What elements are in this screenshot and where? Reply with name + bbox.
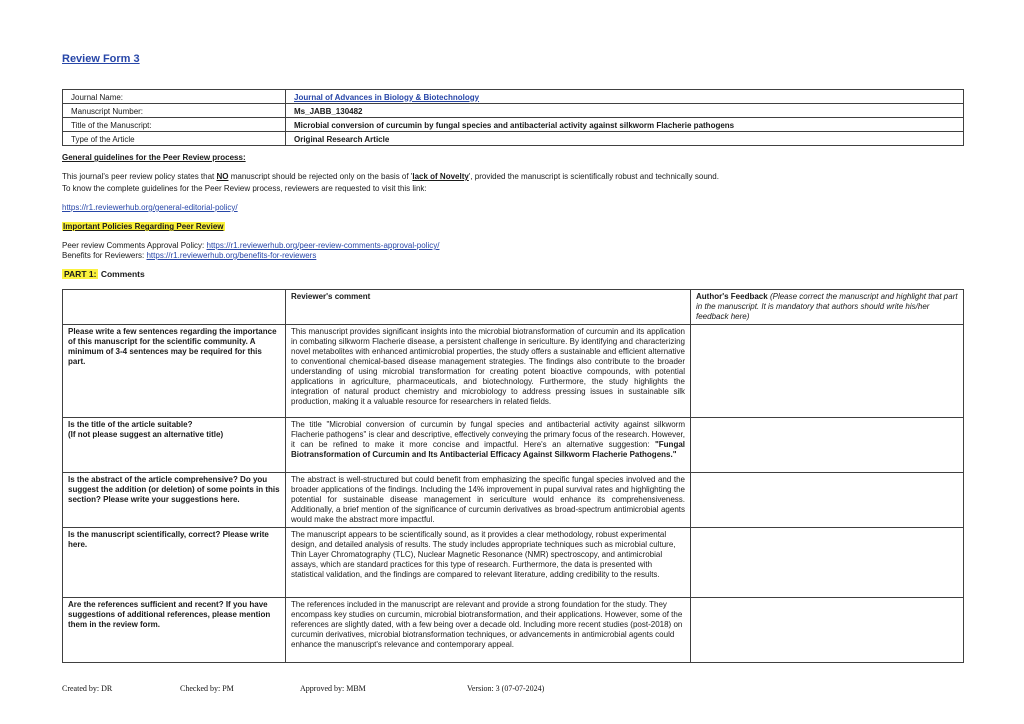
author-feedback-header: Author's Feedback (Please correct the manuscript and highlight that part in the manuscript. It is mandatory that authors should write his/her feedback here) [691,290,964,325]
table-row [63,325,964,418]
general-editorial-policy-link[interactable]: https://r1.reviewerhub.org/general-editorial-policy/ [62,203,238,212]
table-row [63,473,964,528]
part1-title: Comments [100,269,145,279]
author-feedback-cell [691,473,964,528]
policy-novelty-emphasis: lack of Novelty [412,172,469,181]
question-abstract: Is the abstract of the article comprehensive? Do you suggest the addition (or deletion) of some points in this section? Please write your suggestions here. [63,473,286,528]
table-row [63,104,964,118]
author-feedback-cell [691,325,964,418]
comment-importance: This manuscript provides significant insights into the microbial biotransformation of curcumin and its application in combating silkworm Flacherie disease, a persistent challenge in sericulture. By identifying and characterizing novel metabolites with enhanced antimicrobial properties, the study offers a sustainable and efficient alternative to conventional chemical-based disease management strategies. The findings also contribute to the broader understanding of using microbial transformation for creating potent bioactive compounds, with potential applications in agriculture, pharmaceuticals, and biotechnology. Furthermore, the study highlights the integration of natural product chemistry and microbiology to address pressing issues in sustainable silk production, making it a valuable resource for researchers in related fields. [286,325,691,418]
policy-line2: To know the complete guidelines for the Peer Review process, reviewers are requested to visit this link: [62,183,427,193]
table-row [63,118,964,132]
manuscript-title-value: Microbial conversion of curcumin by fungal species and antibacterial activity against silkworm Flacherie pathogens [286,118,964,132]
benefits-link[interactable]: https://r1.reviewerhub.org/benefits-for-reviewers [146,251,317,260]
footer-created-by: Created by: DR [62,684,113,693]
footer-approved-by: Approved by: MBM [300,684,366,693]
policy-paragraph [62,171,963,194]
guidelines-heading: General guidelines for the Peer Review process: [62,153,246,162]
question-scientifically-correct: Is the manuscript scientifically, correct? Please write here. [63,528,286,598]
approval-policy-line: Peer review Comments Approval Policy: https://r1.reviewerhub.org/peer-review-comments-approval-policy/ [62,241,440,250]
reviewer-comment-header: Reviewer's comment [286,290,691,325]
journal-name-label: Journal Name: [63,90,286,104]
policy-links-block [62,241,963,261]
important-policies-heading: Important Policies Regarding Peer Review [63,222,224,231]
policy-no-emphasis: NO [216,172,229,181]
comment-references: The references included in the manuscript are relevant and provide a strong foundation for the study. They encompass key studies on curcumin, microbial biotransformation, and their applications. However, some of the references are slightly dated, with a few being over a decade old. Including more recent studies (post-2018) on curcumin derivatives, microbial biotransformation techniques, or advancements in antimicrobial agents could enhance the manuscript's relevance and contemporary appeal. [286,598,691,663]
header-empty-cell [63,290,286,325]
manuscript-title-label: Title of the Manuscript: [63,118,286,132]
benefits-line: Benefits for Reviewers: https://r1.reviewerhub.org/benefits-for-reviewers [62,251,317,260]
comments-table [62,289,964,663]
approval-policy-link[interactable]: https://r1.reviewerhub.org/peer-review-comments-approval-policy/ [206,241,440,250]
article-type-label: Type of the Article [63,132,286,146]
manuscript-number-label: Manuscript Number: [63,104,286,118]
question-title-suitable: Is the title of the article suitable? (If not please suggest an alternative title) [63,418,286,473]
comment-abstract: The abstract is well-structured but could benefit from emphasizing the specific fungal species involved and the broader applications of the findings. Including the 14% improvement in pupal survival rates and highlighting the potential for sustainable disease management in sericulture would enhance its comprehensiveness. Additionally, a brief mention of the significance of curcumin derivatives as broad-spectrum antimicrobial agents would make the abstract more impactful. [286,473,691,528]
manuscript-number-value: Ms_JABB_130482 [286,104,964,118]
author-feedback-cell [691,598,964,663]
page-title: Review Form 3 [62,53,140,65]
comment-scientifically-correct: The manuscript appears to be scientifically sound, as it provides a clear methodology, robust experimental design, and detailed analysis of results. The study includes appropriate techniques such as microbial culture, Thin Layer Chromatography (TLC), Nuclear Magnetic Resonance (NMR) spectroscopy, and antimicrobial assays, which are standard practices for this type of research. Furthermore, the data is presented with statistical validation, and the findings are compared to relevant literature, adding credibility to the results. [286,528,691,598]
table-row [63,132,964,146]
alternative-title-suggestion: "Fungal Biotransformation of Curcumin and Its Antibacterial Efficacy Against Silkworm Flacherie Pathogens." [291,440,685,459]
article-type-value: Original Research Article [286,132,964,146]
table-row [63,528,964,598]
part1-label: PART 1: [64,269,97,279]
table-row [63,598,964,663]
table-row [63,90,964,104]
question-references: Are the references sufficient and recent? If you have suggestions of additional references, please mention them in the review form. [63,598,286,663]
question-importance: Please write a few sentences regarding the importance of this manuscript for the scientific community. A minimum of 3-4 sentences may be required for this part. [63,325,286,418]
footer-version: Version: 3 (07-07-2024) [467,684,545,693]
comment-title-suitable: The title "Microbial conversion of curcumin by fungal species and antibacterial activity against silkworm Flacherie pathogens" is clear and descriptive, effectively conveying the primary focus of the research. However, it can be refined to make it more concise and impactful. Here's an alternative suggestion: "Fungal Biotransformation of Curcumin and Its Antibacterial Efficacy Against Silkworm Flacherie Pathogens." [286,418,691,473]
manuscript-info-table [62,89,964,146]
author-feedback-cell [691,418,964,473]
journal-name-link[interactable]: Journal of Advances in Biology & Biotechnology [294,92,480,102]
footer-checked-by: Checked by: PM [180,684,234,693]
policy-sentence: This journal's peer review policy states that NO manuscript should be rejected only on the basis of 'lack of Novelty', provided the manuscript is scientifically robust and technically sound. [62,172,719,181]
author-feedback-cell [691,528,964,598]
table-row [63,418,964,473]
part1-heading [62,269,145,279]
table-header-row [63,290,964,325]
